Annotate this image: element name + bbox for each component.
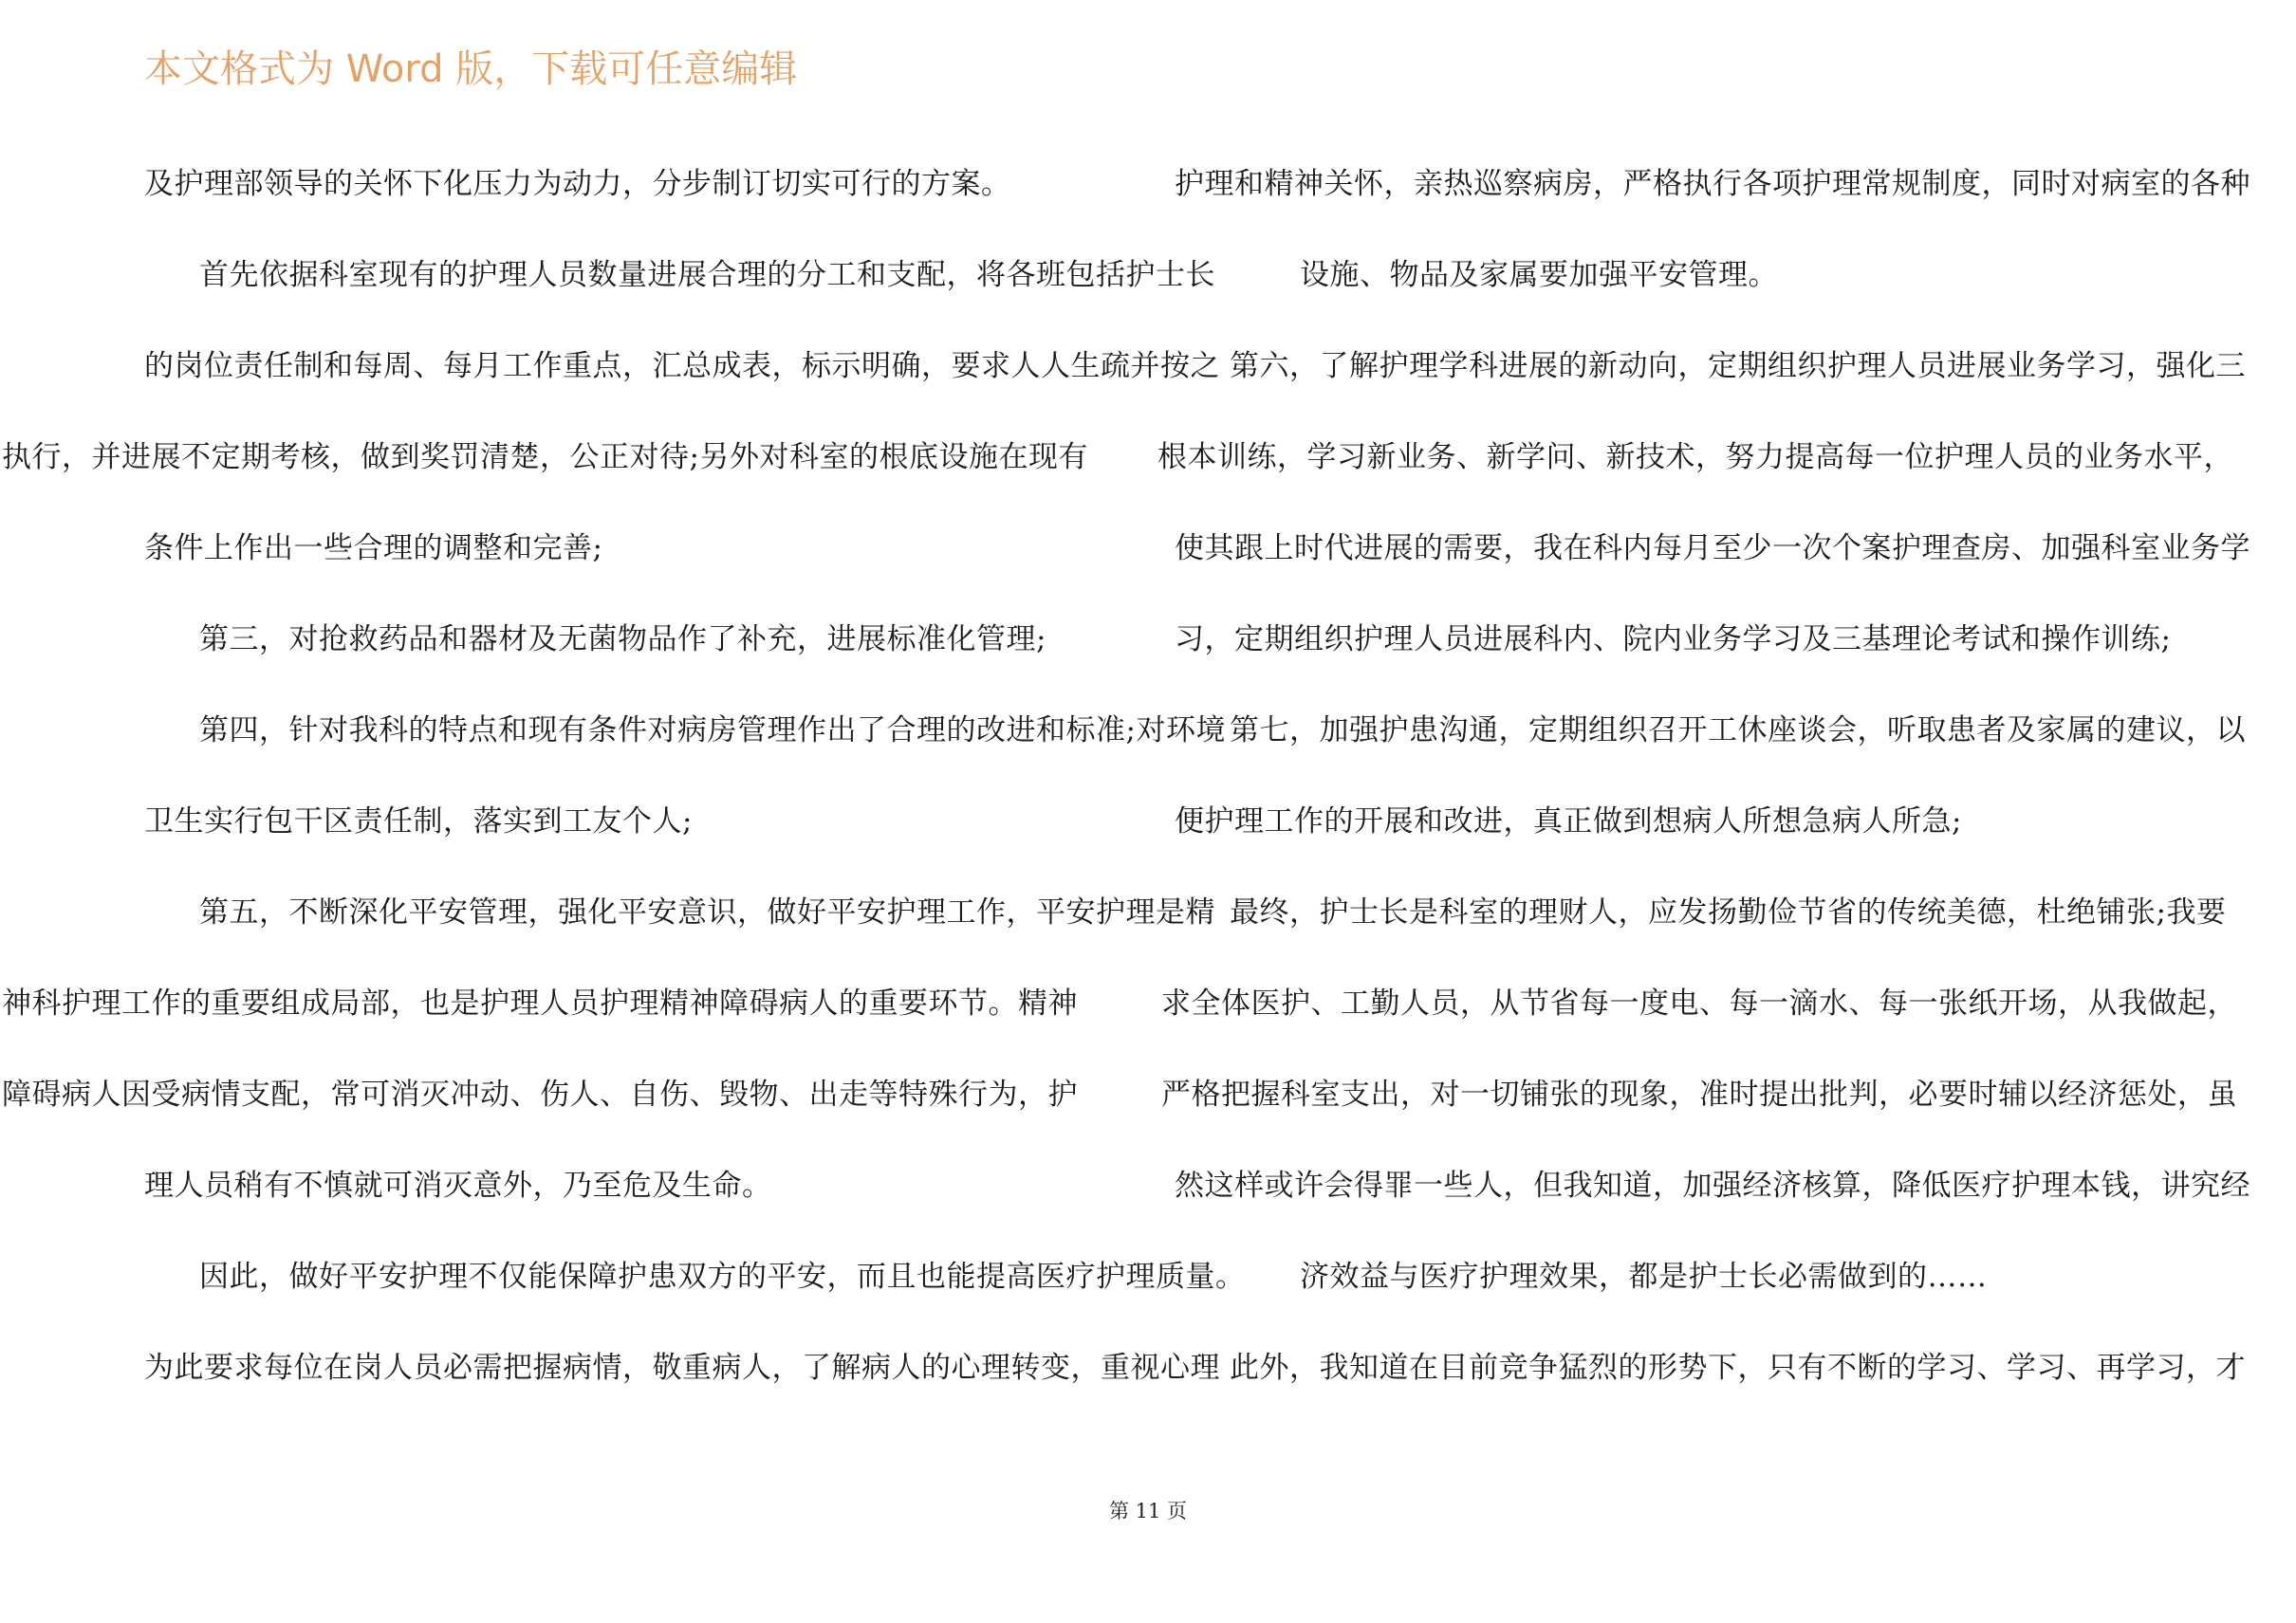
right-line-14: 此外，我知道在目前竞争猛烈的形势下，只有不断的学习、学习、再学习，才 — [1230, 1351, 2246, 1385]
left-line-13: 因此，做好平安护理不仅能保障护患双方的平安，而且也能提高医疗护理质量。 — [199, 1260, 1246, 1294]
right-line-6: 习，定期组织护理人员进展科内、院内业务学习及三基理论考试和操作训练; — [1175, 622, 2172, 656]
page-number: 第 11 页 — [1108, 1500, 1188, 1522]
right-line-9: 最终，护士长是科室的理财人，应发扬勤俭节省的传统美德，杜绝铺张;我要 — [1230, 895, 2227, 930]
right-line-2: 设施、物品及家属要加强平安管理。 — [1300, 258, 1778, 292]
left-line-4: 执行，并进展不定期考核，做到奖罚清楚，公正对待;另外对科室的根底设施在现有 — [2, 440, 1088, 474]
right-line-12: 然这样或许会得罪一些人，但我知道，加强经济核算，降低医疗护理本钱，讲究经 — [1175, 1169, 2250, 1203]
left-line-10: 神科护理工作的重要组成局部，也是护理人员护理精神障碍病人的重要环节。精神 — [2, 987, 1078, 1021]
left-line-8: 卫生实行包干区责任制，落实到工友个人; — [144, 804, 693, 839]
left-line-6: 第三，对抢救药品和器材及无菌物品作了补充，进展标准化管理; — [199, 622, 1046, 656]
right-line-7: 第七，加强护患沟通，定期组织召开工休座谈会，听取患者及家属的建议，以 — [1230, 713, 2246, 747]
header-note: 本文格式为 Word 版，下载可任意编辑 — [144, 47, 798, 91]
left-line-5: 条件上作出一些合理的调整和完善; — [144, 531, 603, 565]
left-line-11: 障碍病人因受病情支配，常可消灭冲动、伤人、自伤、毁物、出走等特殊行为，护 — [2, 1078, 1078, 1112]
right-line-13: 济效益与医疗护理效果，都是护士长必需做到的…… — [1300, 1260, 1988, 1294]
right-line-11: 严格把握科室支出，对一切铺张的现象，准时提出批判，必要时辅以经济惩处，虽 — [1161, 1078, 2237, 1112]
right-line-4: 根本训练，学习新业务、新学问、新技术，努力提高每一位护理人员的业务水平， — [1157, 440, 2233, 474]
left-line-2: 首先依据科室现有的护理人员数量进展合理的分工和支配，将各班包括护士长 — [199, 258, 1215, 292]
left-line-12: 理人员稍有不慎就可消灭意外，乃至危及生命。 — [144, 1169, 772, 1203]
right-line-3: 第六，了解护理学科进展的新动向，定期组织护理人员进展业务学习，强化三 — [1230, 349, 2246, 383]
right-line-5: 使其跟上时代进展的需要，我在科内每月至少一次个案护理查房、加强科室业务学 — [1175, 531, 2250, 565]
left-line-3: 的岗位责任制和每周、每月工作重点，汇总成表，标示明确，要求人人生疏并按之 — [144, 349, 1220, 383]
right-line-10: 求全体医护、工勤人员，从节省每一度电、每一滴水、每一张纸开场，从我做起， — [1161, 987, 2237, 1021]
left-line-1: 及护理部领导的关怀下化压力为动力，分步制订切实可行的方案。 — [144, 167, 1011, 201]
right-line-1: 护理和精神关怀，亲热巡察病房，严格执行各项护理常规制度，同时对病室的各种 — [1175, 167, 2250, 201]
left-line-7: 第四，针对我科的特点和现有条件对病房管理作出了合理的改进和标准;对环境 — [199, 713, 1226, 747]
left-line-14: 为此要求每位在岗人员必需把握病情，敬重病人，了解病人的心理转变，重视心理 — [144, 1351, 1220, 1385]
right-line-8: 便护理工作的开展和改进，真正做到想病人所想急病人所急; — [1175, 804, 1962, 839]
left-line-9: 第五，不断深化平安管理，强化平安意识，做好平安护理工作，平安护理是精 — [199, 895, 1215, 930]
